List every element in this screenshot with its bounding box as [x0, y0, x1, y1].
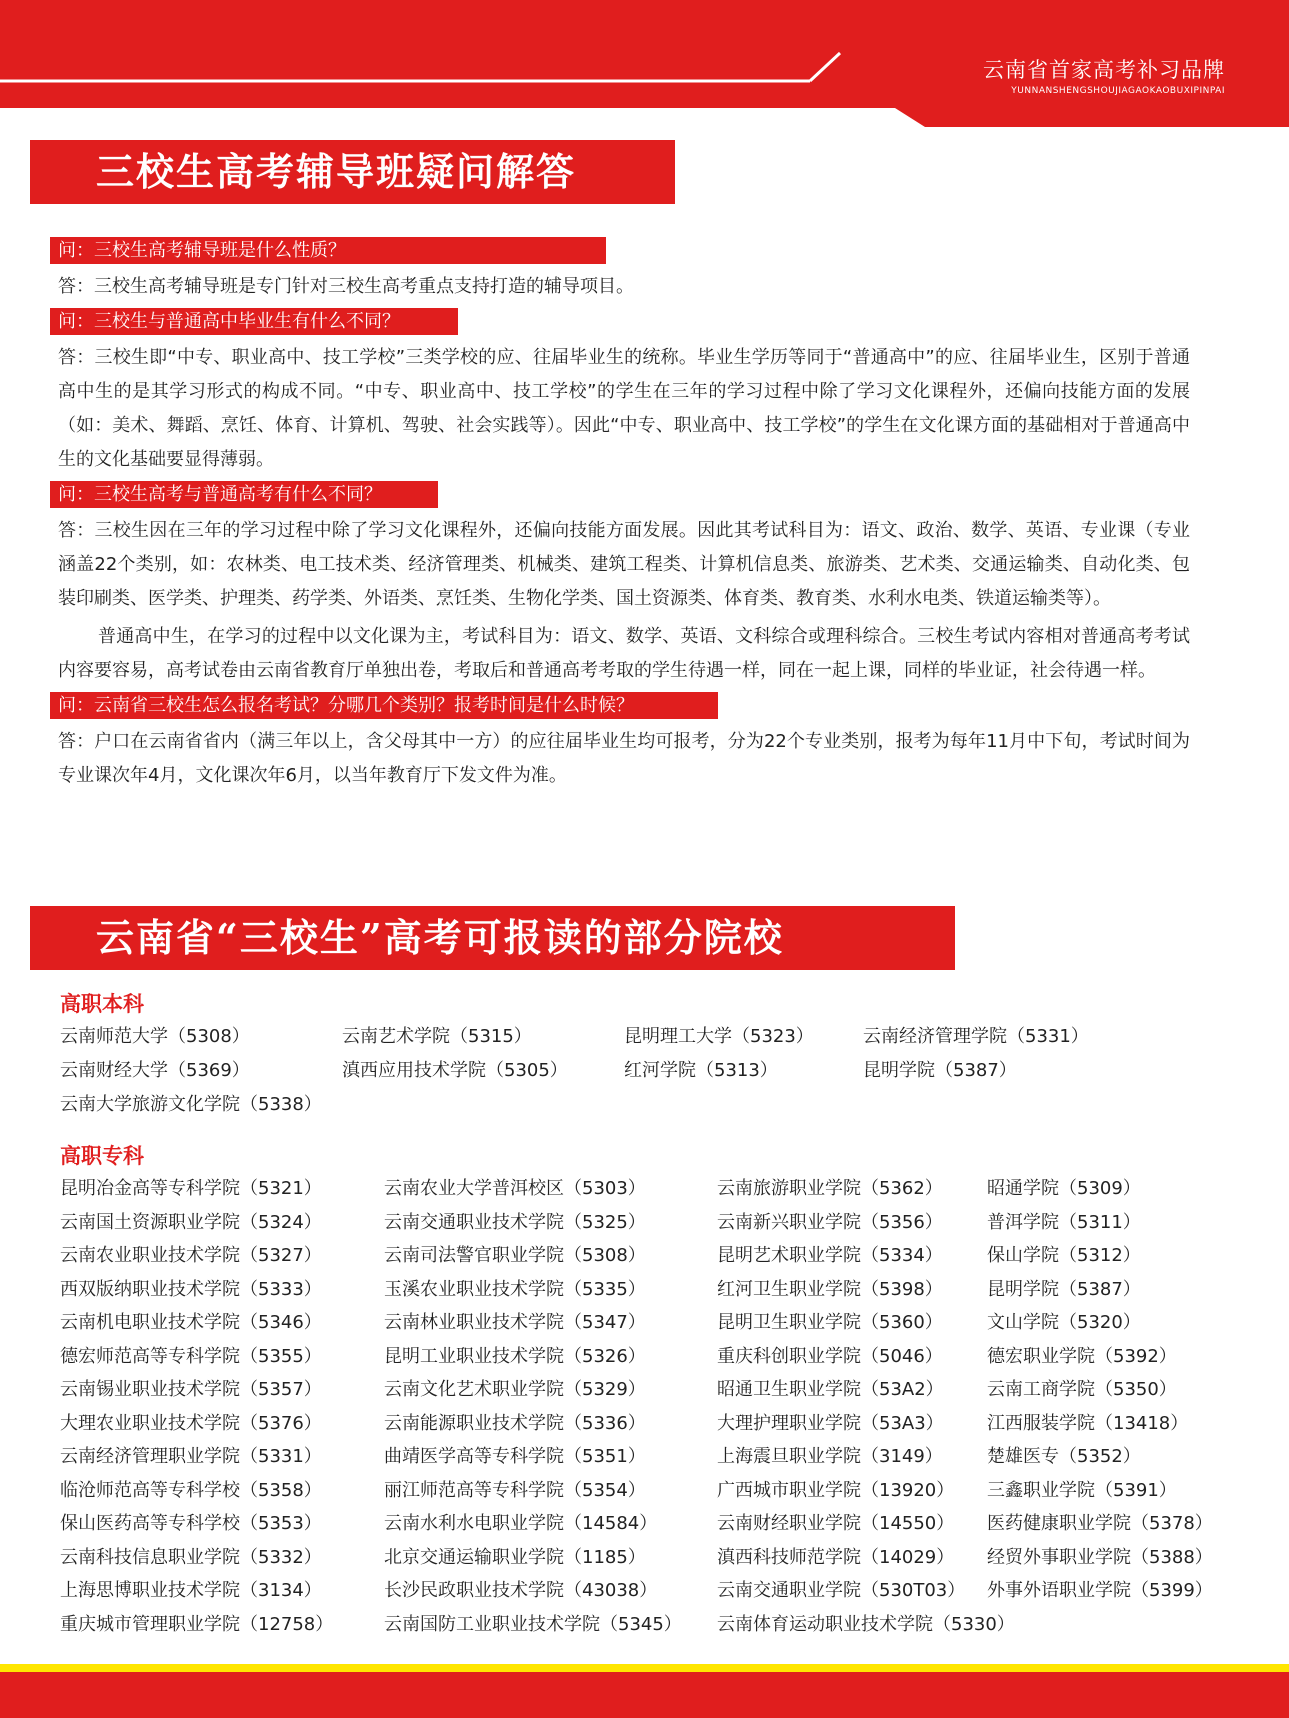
school-item: 北京交通运输职业学院（1185） — [384, 1546, 646, 1568]
school-item: 红河学院（5313） — [624, 1060, 778, 1081]
school-item: 云南交通职业技术学院（5325） — [384, 1211, 646, 1233]
faq-question: 问：三校生高考与普通高考有什么不同？ — [50, 481, 438, 508]
zhuanke-section — [60, 1140, 1260, 1635]
school-item: 云南文化艺术职业学院（5329） — [384, 1379, 646, 1400]
school-item: 红河卫生职业学院（5398） — [717, 1278, 943, 1300]
benke-title: 高职本科 — [60, 992, 144, 1016]
faq-item — [50, 481, 1190, 688]
school-item: 广西城市职业学院（13920） — [717, 1479, 955, 1501]
benke-section — [60, 988, 1260, 1115]
school-item: 云南财经职业学院（14550） — [717, 1513, 955, 1534]
school-item: 昭通卫生职业学院（53A2） — [717, 1379, 944, 1400]
school-item: 德宏职业学院（5392） — [987, 1345, 1177, 1367]
faq-list — [50, 237, 1190, 797]
school-item: 云南能源职业技术学院（5336） — [384, 1412, 646, 1434]
school-item: 云南国防工业职业技术学院（5345） — [384, 1613, 682, 1635]
school-item: 重庆科创职业学院（5046） — [717, 1345, 943, 1367]
faq-item — [50, 308, 1190, 477]
school-item: 云南经济管理职业学院（5331） — [60, 1446, 322, 1467]
faq-question: 问：三校生与普通高中毕业生有什么不同？ — [50, 308, 458, 335]
school-item: 丽江师范高等专科学院（5354） — [384, 1479, 646, 1501]
school-item: 云南体育运动职业技术学院（5330） — [717, 1613, 1015, 1635]
school-item: 云南大学旅游文化学院（5338） — [60, 1094, 322, 1115]
school-item: 医药健康职业学院（5378） — [987, 1513, 1213, 1534]
school-item: 昆明理工大学（5323） — [624, 1026, 814, 1047]
school-item: 云南司法警官职业学院（5308） — [384, 1245, 646, 1266]
school-item: 江西服装学院（13418） — [987, 1412, 1189, 1434]
school-item: 云南农业职业技术学院（5327） — [60, 1245, 322, 1266]
faq-answer: 答：三校生高考辅导班是专门针对三校生高考重点支持打造的辅导项目。 — [58, 276, 634, 297]
school-item: 云南财经大学（5369） — [60, 1060, 250, 1081]
faq-item — [50, 237, 1190, 304]
school-item: 滇西应用技术学院（5305） — [342, 1060, 568, 1081]
school-item: 三鑫职业学院（5391） — [987, 1479, 1177, 1501]
school-item: 云南交通职业学院（530T03） — [717, 1580, 966, 1601]
school-item: 云南国土资源职业学院（5324） — [60, 1211, 322, 1233]
school-item: 昆明学院（5387） — [863, 1060, 1017, 1081]
school-item: 曲靖医学高等专科学院（5351） — [384, 1446, 646, 1467]
school-item: 重庆城市管理职业学院（12758） — [60, 1613, 334, 1635]
school-item: 云南新兴职业学院（5356） — [717, 1211, 943, 1233]
bottom-bar — [0, 1664, 1289, 1718]
school-item: 昆明艺术职业学院（5334） — [717, 1245, 943, 1266]
school-item: 经贸外事职业学院（5388） — [987, 1546, 1213, 1568]
school-item: 保山学院（5312） — [987, 1245, 1141, 1266]
school-item: 上海震旦职业学院（3149） — [717, 1446, 943, 1467]
school-item: 云南旅游职业学院（5362） — [717, 1178, 943, 1199]
school-item: 云南工商学院（5350） — [987, 1379, 1177, 1400]
school-item: 云南艺术学院（5315） — [342, 1026, 532, 1047]
school-item: 楚雄医专（5352） — [987, 1446, 1141, 1467]
brand-slogan-pinyin: YUNNANSHENGSHOUJIAGAOKAOBUXIPINPAI — [1011, 86, 1225, 96]
school-item: 云南经济管理学院（5331） — [863, 1026, 1089, 1047]
school-item: 昭通学院（5309） — [987, 1178, 1141, 1199]
faq-question: 问：云南省三校生怎么报名考试？分哪几个类别？报考时间是什么时候？ — [50, 692, 718, 719]
zhuanke-title: 高职专科 — [60, 1144, 144, 1168]
school-item: 昆明冶金高等专科学院（5321） — [60, 1178, 322, 1199]
school-item: 外事外语职业学院（5399） — [987, 1580, 1213, 1601]
faq-answer-paragraph: 普通高中生，在学习的过程中以文化课为主，考试科目为：语文、数学、英语、文科综合或理科综合。三校生考试内容相对普通高考考试内容要容易，高考试卷由云南省教育厅单独出卷，考取后和普通高考考取的学生待遇一样，同在一起上课，同样的毕业证，社会待遇一样。 — [58, 626, 1190, 681]
faq-item — [50, 692, 1190, 793]
school-item: 云南水利水电职业学院（14584） — [384, 1513, 658, 1534]
school-item: 云南农业大学普洱校区（5303） — [384, 1178, 646, 1199]
school-item: 昆明工业职业技术学院（5326） — [384, 1345, 646, 1367]
school-item: 云南机电职业技术学院（5346） — [60, 1312, 322, 1333]
schools-section-title: 云南省“三校生”高考可报读的部分院校 — [30, 906, 955, 970]
school-item: 滇西科技师范学院（14029） — [717, 1546, 955, 1568]
school-item: 云南师范大学（5308） — [60, 1026, 250, 1047]
school-item: 长沙民政职业技术学院（43038） — [384, 1580, 658, 1601]
school-item: 临沧师范高等专科学校（5358） — [60, 1479, 322, 1501]
school-item: 云南科技信息职业学院（5332） — [60, 1546, 322, 1568]
school-item: 大理护理职业学院（53A3） — [717, 1412, 944, 1434]
school-item: 普洱学院（5311） — [987, 1211, 1141, 1233]
faq-answer: 答：三校生即“中专、职业高中、技工学校”三类学校的应、往届毕业生的统称。毕业生学历等同于“普通高中”的应、往届毕业生，区别于普通高中生的是其学习形式的构成不同。“中专、职业高中、技工学校”的学生在三年的学习过程中除了学习文化课程外，还偏向技能方面的发展（如：美术、舞蹈、烹饪、体育、计算机、驾驶、社会实践等）。因此“中专、职业高中、技工学校”的学生在文化课方面的基础相对于普通高中生的文化基础要显得薄弱。 — [58, 347, 1190, 470]
school-item: 云南林业职业技术学院（5347） — [384, 1312, 646, 1333]
faq-section-title: 三校生高考辅导班疑问解答 — [30, 140, 675, 204]
brand-slogan: 云南省首家高考补习品牌 — [983, 58, 1225, 82]
school-item: 上海思博职业技术学院（3134） — [60, 1580, 322, 1601]
faq-answer: 答：三校生因在三年的学习过程中除了学习文化课程外，还偏向技能方面发展。因此其考试科目为：语文、政治、数学、英语、专业课（专业涵盖22个类别，如：农林类、电工技术类、经济管理类、机械类、建筑工程类、计算机信息类、旅游类、艺术类、交通运输类、自动化类、包装印刷类、医学类、护理类、药学类、外语类、烹饪类、生物化学类、国土资源类、体育类、教育类、水利水电类、铁道运输类等）。 — [58, 520, 1190, 609]
school-item: 大理农业职业技术学院（5376） — [60, 1412, 322, 1434]
school-item: 德宏师范高等专科学院（5355） — [60, 1345, 322, 1367]
faq-question: 问：三校生高考辅导班是什么性质？ — [50, 237, 606, 264]
school-item: 昆明学院（5387） — [987, 1278, 1141, 1300]
faq-answer: 答：户口在云南省省内（满三年以上，含父母其中一方）的应往届毕业生均可报考，分为22个专业类别，报考为每年11月中下旬，考试时间为专业课次年4月，文化课次年6月，以当年教育厅下发文件为准。 — [58, 731, 1190, 786]
school-item: 西双版纳职业技术学院（5333） — [60, 1278, 322, 1300]
school-item: 保山医药高等专科学校（5353） — [60, 1513, 322, 1534]
school-item: 昆明卫生职业学院（5360） — [717, 1312, 943, 1333]
school-item: 文山学院（5320） — [987, 1312, 1141, 1333]
school-item: 玉溪农业职业技术学院（5335） — [384, 1278, 646, 1300]
school-item: 云南锡业职业技术学院（5357） — [60, 1379, 322, 1400]
